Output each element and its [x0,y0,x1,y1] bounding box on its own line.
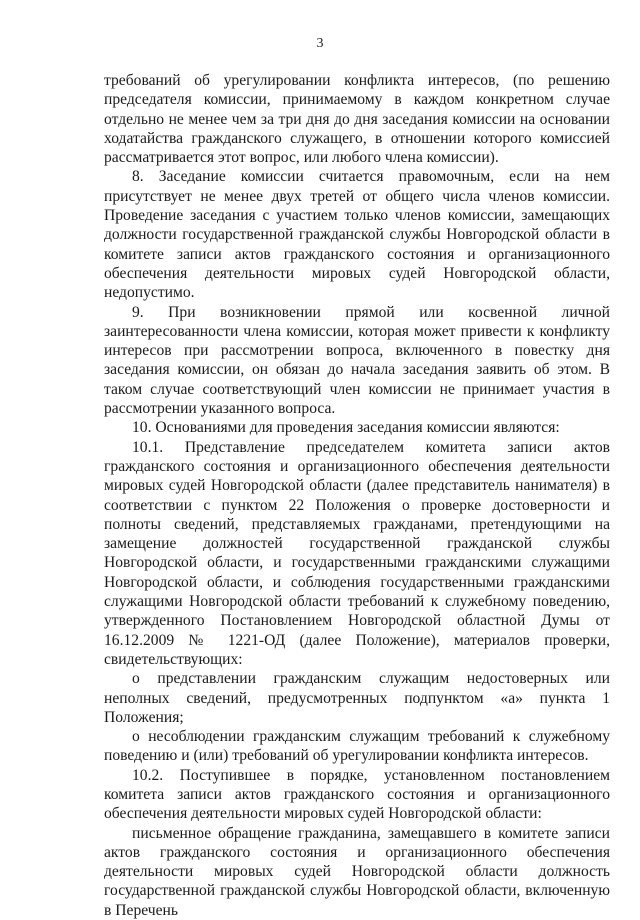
paragraph-sub-noncompliance: о несоблюдении гражданским служащим требований к служебному поведению и (или) требований об урегулировании конфликта интересов. [104,728,610,765]
paragraph-sub-incomplete-info: о представлении гражданским служащим недостоверных или неполных сведений, предусмотренных подпунктом «а» пункта 1 Положения; [104,670,610,726]
paragraph-item-10-2: 10.2. Поступившее в порядке, установленном постановлением комитета записи актов гражданского состояния и организационного обеспечения деятельности мировых судей Новгородской области: [104,766,610,823]
paragraph-written-appeal: письменное обращение гражданина, замещавшего в комитете записи актов гражданского состояния и организационного обеспечения деятельности мировых судей Новгородской области должность государственной гражданской службы Новгородской области, включенную в Перечень [104,824,610,919]
paragraph-continuation: требований об урегулировании конфликта интересов, (по решению председателя комиссии, принимаемому в каждом конкретном случае отдельно не менее чем за три дня до дня заседания комиссии на основании ходатайства гражданского служащего, в отношении которого комиссией рассматривается этот вопрос, или любого члена комиссии). [104,72,610,167]
document-body [104,71,610,920]
paragraph-item-8: 8. Заседание комиссии считается правомочным, если на нем присутствует не менее двух третей от общего числа членов комиссии. Проведение заседания с участием только членов комиссии, замещающих должности государственной гражданской службы Новгородской области в комитете записи актов гражданского состояния и организационного обеспечения деятельности мировых судей Новгородской области, недопустимо. [104,168,610,302]
page-number: 3 [316,36,324,51]
paragraph-item-9: 9. При возникновении прямой или косвенной личной заинтересованности члена комиссии, которая может привести к конфликту интересов при рассмотрении вопроса, включенного в повестку дня заседания комиссии, он обязан до начала заседания заявить об этом. В таком случае соответствующий член комиссии не принимает участия в рассмотрении указанного вопроса. [104,303,610,418]
paragraph-item-10: 10. Основаниями для проведения заседания комиссии являются: [132,419,560,437]
paragraph-item-10-1: 10.1. Представление председателем комитета записи актов гражданского состояния и организационного обеспечения деятельности мировых судей Новгородской области (далее представитель нанимателя) в соответствии с пунктом 22 Положения о проверке достоверности и полноты сведений, представляемых гражданами, претендующими на замещение должностей государственной гражданской службы Новгородской области, и государственными гражданскими служащими Новгородской области, и соблюдения государственными гражданскими служащими Новгородской области требований к служебному поведению, утвержденного Постановлением Новгородской областной Думы от 16.12.2009 № 1221-ОД (далее Положение), материалов проверки, свидетельствующих: [104,438,610,668]
